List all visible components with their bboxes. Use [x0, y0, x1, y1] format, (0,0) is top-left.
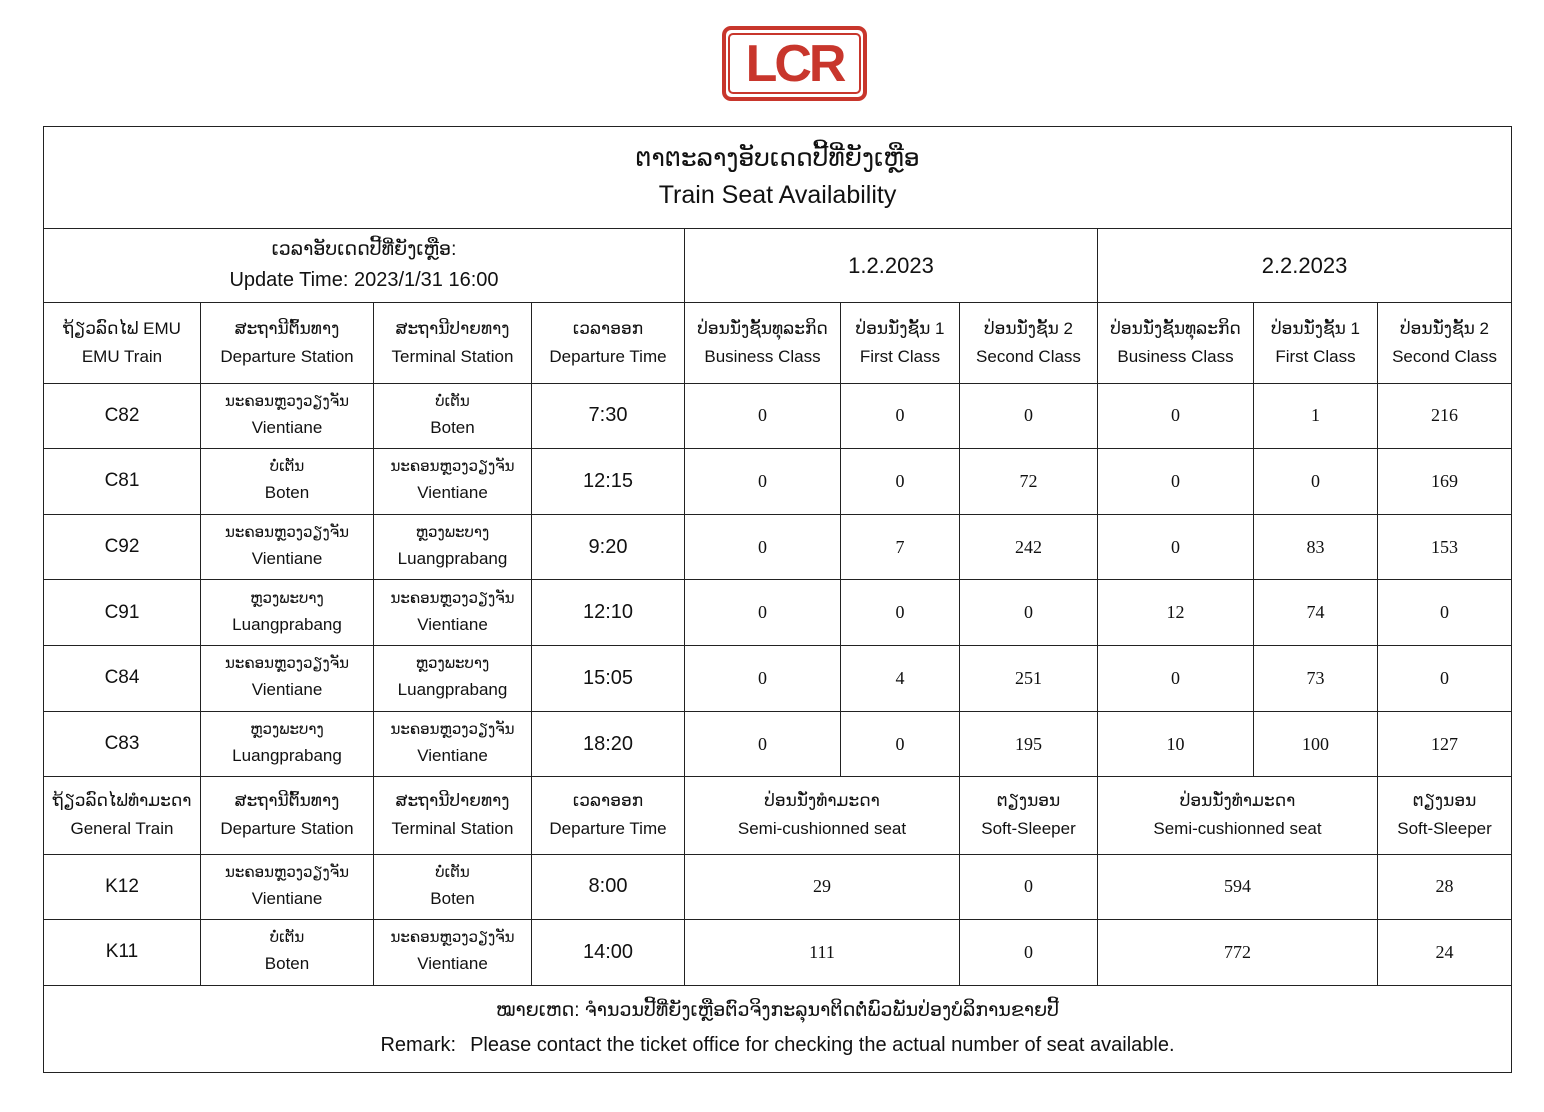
- terminal-station: [374, 383, 532, 449]
- col-header-en: Departure Time: [549, 346, 667, 366]
- seats-business-d2: 0: [1098, 449, 1254, 515]
- col-header-lao: ຖ້ຽວລົດໄຟທຳມະດາ: [52, 791, 192, 811]
- col-header-business-d1: [685, 303, 841, 383]
- col-header-business-d2: [1098, 303, 1254, 383]
- page-title: Train Seat Availability: [658, 180, 897, 209]
- col-header-lao: ຕຽງນອນ: [1412, 791, 1477, 811]
- seats-second-d2: 127: [1378, 711, 1512, 777]
- terminal-station-en: Boten: [430, 417, 475, 437]
- departure-station: [201, 580, 374, 646]
- col-header-en: General Train: [70, 819, 174, 839]
- col-header-en: Second Class: [1392, 346, 1497, 366]
- col-header-second-d2: [1378, 303, 1512, 383]
- departure-station-lao: ນະຄອນຫຼວງວຽງຈັນ: [224, 392, 350, 410]
- col-header-lao: ສະຖານີຕົ້ນທາງ: [234, 318, 340, 338]
- seats-first-d1: 0: [841, 580, 960, 646]
- seats-second-d1: 0: [960, 383, 1098, 449]
- departure-station: [201, 711, 374, 777]
- col-header-en: Soft-Sleeper: [1397, 819, 1492, 839]
- date-header-2: 2.2.2023: [1098, 229, 1512, 303]
- seats-first-d2: 0: [1254, 449, 1378, 515]
- col-header-en: Semi-cushionned seat: [1153, 819, 1322, 839]
- departure-station: [201, 646, 374, 712]
- terminal-station: [374, 580, 532, 646]
- col-header-departure-time: [532, 777, 685, 854]
- terminal-station-lao: ນະຄອນຫຼວງວຽງຈັນ: [390, 589, 515, 607]
- departure-station-en: Boten: [264, 483, 310, 503]
- train-code: C91: [44, 580, 201, 646]
- departure-station: [201, 383, 374, 449]
- train-code: C83: [44, 711, 201, 777]
- seats-first-d1: 4: [841, 646, 960, 712]
- col-header-departure: [201, 303, 374, 383]
- train-code: C92: [44, 514, 201, 580]
- seats-second-d1: 0: [960, 580, 1098, 646]
- seats-semi-d1: 111: [685, 920, 960, 986]
- terminal-station-en: Vientiane: [417, 954, 488, 974]
- table-row: [44, 383, 1512, 449]
- seats-second-d2: 169: [1378, 449, 1512, 515]
- col-header-en: Semi-cushionned seat: [737, 819, 907, 839]
- col-header-lao: ປ່ອນນັ່ງຊັ້ນທຸລະກິດ: [1110, 318, 1241, 338]
- seats-second-d1: 242: [960, 514, 1098, 580]
- seats-business-d1: 0: [685, 514, 841, 580]
- col-header-en: Business Class: [1117, 346, 1234, 366]
- terminal-station: [374, 514, 532, 580]
- lcr-logo: [722, 26, 867, 101]
- departure-station-en: Vientiane: [251, 417, 323, 437]
- col-header-lao: ປ່ອນນັ່ງທຳມະດາ: [764, 791, 880, 811]
- train-code: C81: [44, 449, 201, 515]
- seats-first-d2: 83: [1254, 514, 1378, 580]
- col-header-sleeper-d1: [960, 777, 1098, 854]
- seats-second-d1: 195: [960, 711, 1098, 777]
- col-header-lao: ເວລາອອກ: [572, 318, 644, 338]
- col-header-lao: ຖ້ຽວລົດໄຟ EMU: [63, 318, 181, 338]
- departure-station-en: Boten: [264, 954, 310, 974]
- departure-station-en: Luangprabang: [232, 746, 342, 765]
- seats-business-d1: 0: [685, 580, 841, 646]
- table-row: [44, 514, 1512, 580]
- seats-first-d1: 0: [841, 711, 960, 777]
- seats-semi-d2: 772: [1098, 920, 1378, 986]
- col-header-first-d1: [841, 303, 960, 383]
- table-row: [44, 449, 1512, 515]
- terminal-station-lao: ນະຄອນຫຼວງວຽງຈັນ: [390, 458, 515, 476]
- col-header-lao: ປ່ອນນັ່ງທຳມະດາ: [1179, 791, 1296, 811]
- terminal-station: [374, 854, 532, 920]
- departure-station: [201, 514, 374, 580]
- departure-station-en: Vientiane: [251, 680, 323, 700]
- col-header-en: Departure Station: [220, 819, 354, 839]
- col-header-en: Business Class: [704, 346, 821, 366]
- seats-business-d2: 0: [1098, 514, 1254, 580]
- col-header-semi-d2: [1098, 777, 1378, 854]
- seats-first-d2: 73: [1254, 646, 1378, 712]
- departure-station-lao: ນະຄອນຫຼວງວຽງຈັນ: [224, 655, 350, 673]
- col-header-first-d2: [1254, 303, 1378, 383]
- train-code: K12: [44, 854, 201, 920]
- departure-station: [201, 449, 374, 515]
- lcr-logo-frame: [728, 33, 861, 94]
- col-header-general-train: [44, 777, 201, 854]
- col-header-second-d1: [960, 303, 1098, 383]
- departure-time: 7:30: [532, 383, 685, 449]
- terminal-station-en: Luangprabang: [397, 549, 508, 569]
- title-cell: [44, 127, 1512, 229]
- remark-lao: ໝາຍເຫດ: ຈຳນວນປີ້ທີ່ຍັງເຫຼືອຕົວຈິງກະລຸນາຕິດຕໍ່ພົວພັນປ່ອງບໍລິການຂາຍປີ້: [495, 999, 1060, 1021]
- seats-business-d1: 0: [685, 711, 841, 777]
- general-rows: [44, 854, 1512, 985]
- seats-semi-d2: 594: [1098, 854, 1378, 920]
- update-row: [44, 229, 1512, 303]
- col-header-en: Terminal Station: [391, 346, 514, 366]
- seats-second-d1: 72: [960, 449, 1098, 515]
- col-header-en: Soft-Sleeper: [981, 819, 1076, 839]
- terminal-station-en: Luangprabang: [397, 680, 508, 700]
- emu-rows: [44, 383, 1512, 777]
- departure-time: 18:20: [532, 711, 685, 777]
- terminal-station-lao: ນະຄອນຫຼວງວຽງຈັນ: [390, 721, 515, 738]
- terminal-station: [374, 646, 532, 712]
- departure-station-en: Vientiane: [251, 549, 323, 569]
- remark-row: [44, 985, 1512, 1072]
- col-header-emu-train: [44, 303, 201, 383]
- seats-sleeper-d1: 0: [960, 920, 1098, 986]
- col-header-en: Departure Time: [549, 819, 667, 839]
- seats-business-d2: 12: [1098, 580, 1254, 646]
- col-header-lao: ສະຖານີຕົ້ນທາງ: [234, 791, 340, 811]
- departure-station-lao: ນະຄອນຫຼວງວຽງຈັນ: [224, 863, 350, 881]
- col-header-departure: [201, 777, 374, 854]
- col-header-en: First Class: [1275, 346, 1356, 366]
- col-header-lao: ເວລາອອກ: [572, 791, 644, 811]
- date-header-1: 1.2.2023: [685, 229, 1098, 303]
- departure-station-en: Luangprabang: [232, 614, 342, 634]
- seats-first-d1: 0: [841, 449, 960, 515]
- seats-business-d1: 0: [685, 646, 841, 712]
- terminal-station: [374, 711, 532, 777]
- col-header-terminal: [374, 777, 532, 854]
- departure-time: 8:00: [532, 854, 685, 920]
- remark-cell: [44, 985, 1512, 1072]
- logo-text: LCR: [745, 34, 844, 93]
- col-header-en: EMU Train: [81, 346, 163, 366]
- terminal-station-en: Vientiane: [417, 483, 488, 503]
- remark-label: Remark:: [380, 1033, 457, 1056]
- departure-station-en: Vientiane: [251, 888, 323, 908]
- col-header-en: Terminal Station: [391, 819, 514, 839]
- departure-time: 15:05: [532, 646, 685, 712]
- col-header-lao: ປ່ອນນັ່ງຊັ້ນທຸລະກິດ: [697, 318, 828, 338]
- table-row: [44, 854, 1512, 920]
- update-time-lao: ເວລາອັບເດດປີ້ທີ່ຍັງເຫຼືອ:: [271, 238, 457, 260]
- train-code: C84: [44, 646, 201, 712]
- seats-second-d2: 216: [1378, 383, 1512, 449]
- terminal-station-lao: ຫຼວງພະບາງ: [415, 524, 490, 542]
- col-header-semi-d1: [685, 777, 960, 854]
- terminal-station-en: Boten: [430, 888, 475, 908]
- col-header-en: First Class: [859, 346, 941, 366]
- seats-business-d2: 0: [1098, 646, 1254, 712]
- seats-second-d2: 153: [1378, 514, 1512, 580]
- emu-header-row: [44, 303, 1512, 383]
- col-header-lao: ປ່ອນນັ່ງຊັ້ນ 2: [1400, 318, 1490, 338]
- col-header-lao: ສະຖານີປາຍທາງ: [395, 318, 510, 338]
- terminal-station-en: Vientiane: [417, 614, 488, 634]
- departure-station-lao: ບໍ່ເຕັນ: [269, 458, 305, 476]
- seats-business-d2: 0: [1098, 383, 1254, 449]
- col-header-lao: ສະຖານີປາຍທາງ: [395, 791, 510, 811]
- table-row: [44, 646, 1512, 712]
- seats-second-d2: 0: [1378, 580, 1512, 646]
- seats-first-d1: 0: [841, 383, 960, 449]
- seats-sleeper-d2: 24: [1378, 920, 1512, 986]
- departure-station-lao: ຫຼວງພະບາງ: [250, 721, 324, 738]
- seat-availability-table: [43, 126, 1512, 1073]
- departure-station: [201, 854, 374, 920]
- table-row: [44, 711, 1512, 777]
- terminal-station-lao: ບໍ່ເຕັນ: [435, 392, 470, 410]
- terminal-station: [374, 449, 532, 515]
- seats-business-d1: 0: [685, 449, 841, 515]
- title-lao: ຕາຕະລາງອັບເດດປີ້ທີ່ຍັງເຫຼືອ: [635, 143, 920, 172]
- table-row: [44, 920, 1512, 986]
- terminal-station-lao: ບໍ່ເຕັນ: [435, 863, 470, 881]
- remark-text: Please contact the ticket office for checking the actual number of seat available.: [470, 1033, 1175, 1056]
- col-header-en: Second Class: [976, 346, 1081, 366]
- col-header-lao: ປ່ອນນັ່ງຊັ້ນ 1: [855, 318, 945, 338]
- general-header-row: [44, 777, 1512, 854]
- departure-station: [201, 920, 374, 986]
- departure-station-lao: ນະຄອນຫຼວງວຽງຈັນ: [224, 524, 350, 542]
- table-row: [44, 580, 1512, 646]
- col-header-en: Departure Station: [220, 346, 354, 366]
- departure-time: 14:00: [532, 920, 685, 986]
- departure-station-lao: ຫຼວງພະບາງ: [250, 589, 324, 607]
- seats-second-d2: 0: [1378, 646, 1512, 712]
- departure-time: 9:20: [532, 514, 685, 580]
- terminal-station: [374, 920, 532, 986]
- seats-first-d2: 74: [1254, 580, 1378, 646]
- departure-time: 12:15: [532, 449, 685, 515]
- seats-business-d1: 0: [685, 383, 841, 449]
- update-time-cell: [44, 229, 685, 303]
- update-time: Update Time: 2023/1/31 16:00: [229, 268, 499, 291]
- seats-first-d2: 100: [1254, 711, 1378, 777]
- remark-line: [44, 1027, 1511, 1063]
- col-header-departure-time: [532, 303, 685, 383]
- seats-sleeper-d2: 28: [1378, 854, 1512, 920]
- terminal-station-lao: ຫຼວງພະບາງ: [415, 655, 490, 673]
- col-header-terminal: [374, 303, 532, 383]
- col-header-lao: ປ່ອນນັ່ງຊັ້ນ 1: [1271, 318, 1360, 338]
- seats-second-d1: 251: [960, 646, 1098, 712]
- departure-station-lao: ບໍ່ເຕັນ: [269, 929, 305, 947]
- train-code: C82: [44, 383, 201, 449]
- seats-first-d1: 7: [841, 514, 960, 580]
- col-header-lao: ປ່ອນນັ່ງຊັ້ນ 2: [984, 318, 1073, 338]
- train-code: K11: [44, 920, 201, 986]
- col-header-lao: ຕຽງນອນ: [996, 791, 1061, 811]
- seats-first-d2: 1: [1254, 383, 1378, 449]
- terminal-station-en: Vientiane: [417, 746, 488, 765]
- seats-business-d2: 10: [1098, 711, 1254, 777]
- seats-sleeper-d1: 0: [960, 854, 1098, 920]
- terminal-station-lao: ນະຄອນຫຼວງວຽງຈັນ: [390, 929, 515, 947]
- seats-semi-d1: 29: [685, 854, 960, 920]
- col-header-sleeper-d2: [1378, 777, 1512, 854]
- title-row: [44, 127, 1512, 229]
- departure-time: 12:10: [532, 580, 685, 646]
